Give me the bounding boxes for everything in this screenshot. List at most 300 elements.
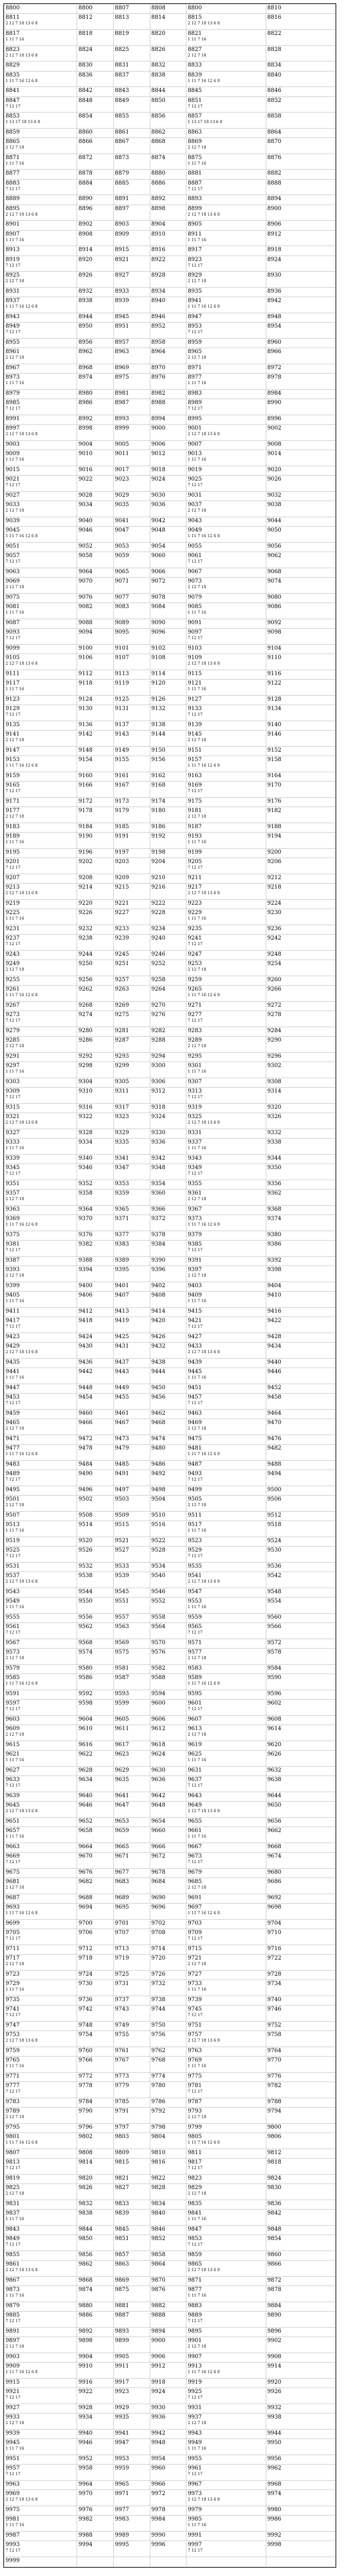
cell-number: 9690 bbox=[151, 1894, 166, 1901]
table-cell bbox=[150, 2261, 186, 2277]
table-cell bbox=[266, 1853, 335, 1869]
cell-number: 9861 bbox=[6, 2261, 20, 2268]
table-row bbox=[4, 1307, 336, 1317]
cell-number: 9091 bbox=[188, 619, 202, 626]
cell-number: 8912 bbox=[267, 231, 282, 237]
table-cell bbox=[114, 195, 150, 205]
table-cell bbox=[77, 1741, 114, 1750]
cell-number: 8881 bbox=[188, 170, 202, 177]
table-cell bbox=[186, 552, 266, 568]
cell-number: 9186 bbox=[151, 823, 166, 830]
table-cell bbox=[114, 593, 150, 603]
cell-number: 9774 bbox=[151, 2073, 166, 2079]
table-cell bbox=[114, 2312, 150, 2328]
cell-number: 9744 bbox=[151, 2006, 166, 2013]
table-cell bbox=[266, 1256, 335, 1266]
table-cell bbox=[150, 1027, 186, 1036]
cell-note: 1 11 7 16 12 6 8 bbox=[6, 993, 38, 998]
cell-note: 1 11 7 16 bbox=[188, 2217, 206, 2222]
cell-number: 9256 bbox=[78, 976, 93, 983]
cell-number: 9530 bbox=[267, 1547, 282, 1554]
cell-note: 7 12 17 bbox=[6, 1630, 21, 1635]
table-row bbox=[4, 491, 336, 501]
cell-number: 9319 bbox=[188, 1104, 202, 1110]
cell-number: 9556 bbox=[78, 1614, 93, 1620]
cell-number: 9884 bbox=[267, 2302, 282, 2309]
cell-number: 9463 bbox=[188, 1410, 202, 1416]
cell-number: 9485 bbox=[115, 1461, 129, 1467]
table-cell bbox=[114, 1853, 150, 1869]
table-cell bbox=[150, 2388, 186, 2404]
table-row bbox=[4, 976, 336, 985]
cell-number: 9286 bbox=[78, 1037, 93, 1044]
table-cell bbox=[77, 195, 114, 205]
cell-number: 9278 bbox=[267, 1012, 282, 1018]
table-cell bbox=[186, 1078, 266, 1087]
table-cell bbox=[186, 1470, 266, 1486]
cell-number: 9789 bbox=[6, 2108, 20, 2115]
table-row bbox=[4, 256, 336, 272]
table-cell bbox=[114, 2363, 150, 2379]
table-cell bbox=[77, 552, 114, 568]
table-cell bbox=[186, 1409, 266, 1419]
table-cell bbox=[150, 415, 186, 424]
table-cell bbox=[4, 2276, 77, 2286]
table-row bbox=[4, 746, 336, 756]
table-cell bbox=[4, 2072, 77, 2082]
cell-number: 8871 bbox=[6, 154, 20, 161]
table-cell bbox=[186, 272, 266, 288]
cell-number: 9065 bbox=[115, 568, 129, 575]
cell-note: 2 12 7 18 13 6 8 bbox=[188, 432, 220, 437]
cell-number: 9820 bbox=[78, 2175, 93, 2181]
cell-number: 9846 bbox=[151, 2226, 166, 2232]
cell-number: 9984 bbox=[151, 2516, 166, 2523]
cell-number: 9979 bbox=[188, 2506, 202, 2513]
table-row bbox=[4, 1690, 336, 1699]
table-cell bbox=[266, 1164, 335, 1180]
cell-number: 9920 bbox=[267, 2379, 282, 2385]
table-cell bbox=[114, 71, 150, 87]
cell-number: 9787 bbox=[188, 2098, 202, 2105]
cell-number: 8917 bbox=[188, 247, 202, 253]
cell-note: 2 12 7 18 bbox=[6, 1732, 24, 1737]
table-cell bbox=[4, 348, 77, 364]
table-cell bbox=[77, 323, 114, 339]
table-cell bbox=[114, 874, 150, 883]
table-cell bbox=[114, 2031, 150, 2047]
cell-number: 9918 bbox=[151, 2379, 166, 2385]
cell-number: 9045 bbox=[6, 527, 20, 534]
cell-note: 2 12 7 18 bbox=[188, 508, 206, 513]
table-cell bbox=[186, 1139, 266, 1155]
table-cell bbox=[266, 71, 335, 87]
table-cell bbox=[114, 1180, 150, 1189]
cell-number: 9124 bbox=[78, 696, 93, 702]
cell-note: 7 12 17 bbox=[188, 1554, 203, 1559]
table-cell bbox=[266, 1674, 335, 1690]
cell-number: 9464 bbox=[267, 1410, 282, 1416]
table-cell bbox=[150, 1384, 186, 1393]
table-cell bbox=[114, 568, 150, 577]
table-cell bbox=[186, 1333, 266, 1342]
table-cell bbox=[77, 2302, 114, 2311]
table-cell bbox=[266, 1715, 335, 1725]
cell-number: 9763 bbox=[188, 2047, 202, 2054]
table-cell bbox=[4, 128, 77, 137]
table-cell bbox=[77, 389, 114, 399]
table-cell bbox=[150, 1521, 186, 1537]
cell-note: 1 11 7 16 12 6 8 bbox=[6, 304, 38, 309]
cell-number: 8926 bbox=[78, 272, 93, 279]
cell-number: 8836 bbox=[78, 72, 93, 78]
table-cell bbox=[266, 858, 335, 874]
cell-number: 9802 bbox=[78, 2134, 93, 2140]
table-cell bbox=[150, 1776, 186, 1792]
table-cell bbox=[266, 364, 335, 373]
cell-number: 9904 bbox=[78, 2353, 93, 2360]
cell-number: 9667 bbox=[188, 1843, 202, 1850]
table-row bbox=[4, 1435, 336, 1444]
table-row bbox=[4, 2404, 336, 2413]
table-cell bbox=[186, 1394, 266, 1410]
table-cell bbox=[4, 1358, 77, 1368]
table-cell bbox=[150, 874, 186, 883]
cell-note: 2 12 7 18 bbox=[188, 738, 206, 743]
table-cell bbox=[114, 2235, 150, 2251]
table-cell bbox=[77, 205, 114, 221]
cell-number: 9550 bbox=[78, 1598, 93, 1605]
cell-note: 7 12 17 bbox=[6, 2166, 21, 2171]
table-cell bbox=[77, 1445, 114, 1461]
table-cell bbox=[186, 705, 266, 721]
table-cell bbox=[77, 1970, 114, 1980]
cell-number: 9115 bbox=[188, 670, 202, 677]
cell-number: 9589 bbox=[188, 1675, 202, 1681]
cell-number: 9502 bbox=[78, 1496, 93, 1503]
cell-number: 9076 bbox=[78, 594, 93, 600]
cell-number: 9844 bbox=[78, 2226, 93, 2232]
table-cell bbox=[150, 2235, 186, 2251]
table-cell bbox=[186, 170, 266, 179]
table-row bbox=[4, 30, 336, 46]
table-cell bbox=[77, 2006, 114, 2022]
cell-number: 9745 bbox=[188, 2006, 202, 2013]
cell-number: 9657 bbox=[6, 1828, 20, 1834]
cell-number: 9100 bbox=[78, 645, 93, 651]
cell-number: 9066 bbox=[151, 568, 166, 575]
cell-number: 9305 bbox=[115, 1078, 129, 1085]
cell-number: 9357 bbox=[6, 1190, 20, 1197]
table-cell bbox=[186, 246, 266, 256]
cell-note: 2 12 7 18 13 6 8 bbox=[188, 891, 220, 896]
table-cell bbox=[77, 2251, 114, 2260]
cell-number: 9198 bbox=[151, 849, 166, 855]
table-cell bbox=[114, 670, 150, 679]
table-cell bbox=[186, 1919, 266, 1929]
cell-note: 1 11 7 16 bbox=[188, 457, 206, 462]
table-cell bbox=[4, 1078, 77, 1087]
table-cell bbox=[4, 2480, 77, 2490]
table-cell bbox=[186, 287, 266, 297]
cell-number: 9006 bbox=[151, 441, 166, 447]
table-cell bbox=[150, 976, 186, 985]
cell-number: 9858 bbox=[151, 2251, 166, 2258]
table-cell bbox=[4, 772, 77, 781]
cell-number: 8892 bbox=[151, 196, 166, 202]
table-cell bbox=[4, 221, 77, 230]
cell-number: 9639 bbox=[6, 1792, 20, 1799]
table-cell bbox=[77, 1001, 114, 1011]
table-cell bbox=[186, 2353, 266, 2362]
table-cell bbox=[266, 1037, 335, 1053]
table-cell bbox=[114, 1598, 150, 1614]
cell-note: 7 12 17 bbox=[188, 186, 203, 191]
cell-note: 1 11 7 16 12 6 8 bbox=[6, 1222, 38, 1227]
cell-number: 9138 bbox=[151, 721, 166, 728]
table-cell bbox=[114, 1792, 150, 1801]
cell-number: 8800 bbox=[6, 5, 20, 11]
table-cell bbox=[266, 1088, 335, 1104]
cell-number: 9403 bbox=[188, 1282, 202, 1289]
table-cell bbox=[77, 2455, 114, 2464]
table-row bbox=[4, 2531, 336, 2541]
table-cell bbox=[186, 4, 266, 14]
table-cell bbox=[186, 1878, 266, 1894]
table-cell bbox=[4, 2159, 77, 2175]
table-cell bbox=[77, 1894, 114, 1903]
table-cell bbox=[77, 1027, 114, 1036]
table-row bbox=[4, 2516, 336, 2532]
table-cell bbox=[114, 1266, 150, 1282]
cell-number: 9829 bbox=[188, 2185, 202, 2191]
cell-number: 9074 bbox=[267, 578, 282, 585]
table-cell bbox=[266, 823, 335, 832]
cell-number: 9659 bbox=[115, 1828, 129, 1834]
cell-note: 1 11 7 16 bbox=[188, 1834, 206, 1839]
cell-number: 8832 bbox=[151, 62, 166, 69]
cell-number: 9583 bbox=[188, 1665, 202, 1671]
table-cell bbox=[4, 1103, 77, 1113]
cell-number: 9104 bbox=[267, 645, 282, 651]
table-cell bbox=[266, 603, 335, 619]
cell-note: 1 11 7 16 12 6 8 bbox=[188, 304, 220, 309]
table-cell bbox=[4, 1955, 77, 1971]
number-table bbox=[4, 4, 336, 2567]
table-cell bbox=[77, 1088, 114, 1104]
cell-number: 9300 bbox=[151, 1063, 166, 1069]
table-cell bbox=[150, 1256, 186, 1266]
table-cell bbox=[77, 1307, 114, 1317]
table-cell bbox=[186, 1955, 266, 1971]
table-cell bbox=[77, 256, 114, 272]
table-cell bbox=[266, 1368, 335, 1384]
cell-number: 9692 bbox=[267, 1894, 282, 1901]
cell-number: 9945 bbox=[6, 2440, 20, 2446]
cell-number: 8914 bbox=[78, 247, 93, 253]
cell-number: 9187 bbox=[188, 823, 202, 830]
cell-number: 9041 bbox=[115, 517, 129, 524]
cell-number: 9798 bbox=[151, 2124, 166, 2130]
table-cell bbox=[266, 323, 335, 339]
cell-number: 9333 bbox=[6, 1139, 20, 1146]
table-cell bbox=[150, 1164, 186, 1180]
table-cell bbox=[114, 527, 150, 543]
cell-number: 9706 bbox=[78, 1930, 93, 1936]
cell-number: 9417 bbox=[6, 1318, 20, 1324]
table-row bbox=[4, 1027, 336, 1036]
table-cell bbox=[150, 858, 186, 874]
table-cell bbox=[4, 205, 77, 221]
cell-number: 9158 bbox=[267, 757, 282, 763]
cell-number: 9384 bbox=[151, 1241, 166, 1248]
cell-number: 9211 bbox=[188, 874, 202, 881]
cell-number: 9015 bbox=[6, 466, 20, 473]
cell-number: 9817 bbox=[188, 2159, 202, 2166]
table-cell bbox=[114, 2480, 150, 2490]
cell-number: 9972 bbox=[151, 2491, 166, 2497]
table-cell bbox=[266, 221, 335, 230]
table-cell bbox=[4, 1776, 77, 1792]
cell-number: 9996 bbox=[151, 2542, 166, 2548]
table-cell bbox=[77, 1486, 114, 1495]
cell-note: 7 12 17 bbox=[188, 2395, 203, 2400]
cell-number: 9669 bbox=[6, 1853, 20, 1860]
table-cell bbox=[266, 1343, 335, 1359]
table-row bbox=[4, 338, 336, 348]
table-cell bbox=[77, 2057, 114, 2073]
table-cell bbox=[150, 1741, 186, 1750]
table-cell bbox=[150, 1664, 186, 1674]
table-cell bbox=[4, 756, 77, 772]
table-cell bbox=[186, 179, 266, 195]
cell-number: 9197 bbox=[115, 849, 129, 855]
table-cell bbox=[77, 2353, 114, 2362]
cell-number: 9331 bbox=[188, 1129, 202, 1136]
table-cell bbox=[77, 578, 114, 594]
table-cell bbox=[77, 1231, 114, 1240]
cell-number: 8858 bbox=[267, 113, 282, 120]
table-row bbox=[4, 2414, 336, 2430]
cell-number: 9159 bbox=[6, 772, 20, 779]
cell-number: 9650 bbox=[267, 1802, 282, 1809]
cell-number: 9098 bbox=[267, 629, 282, 636]
cell-number: 9200 bbox=[267, 849, 282, 855]
table-cell bbox=[186, 1011, 266, 1027]
table-cell bbox=[4, 96, 77, 113]
table-cell bbox=[77, 2378, 114, 2388]
cell-note: 7 12 17 bbox=[6, 1783, 21, 1788]
table-cell bbox=[150, 1623, 186, 1639]
table-cell bbox=[150, 1409, 186, 1419]
cell-number: 9353 bbox=[115, 1180, 129, 1187]
table-cell bbox=[266, 1001, 335, 1011]
cell-note: 2 12 7 18 13 6 8 bbox=[188, 1579, 220, 1584]
cell-number: 9009 bbox=[6, 451, 20, 457]
table-row bbox=[4, 1470, 336, 1486]
cell-number: 9948 bbox=[151, 2440, 166, 2446]
table-cell bbox=[150, 670, 186, 679]
cell-number: 9157 bbox=[188, 757, 202, 763]
cell-number: 9970 bbox=[78, 2491, 93, 2497]
table-cell bbox=[4, 542, 77, 552]
table-row bbox=[4, 2159, 336, 2175]
cell-number: 9885 bbox=[6, 2312, 20, 2319]
cell-number: 9768 bbox=[151, 2057, 166, 2064]
cell-number: 9373 bbox=[188, 1216, 202, 1222]
cell-note: 2 12 7 18 bbox=[6, 1503, 24, 1508]
cell-number: 9622 bbox=[78, 1751, 93, 1758]
table-cell bbox=[4, 1853, 77, 1869]
cell-number: 9731 bbox=[115, 1981, 129, 1987]
cell-note: 7 12 17 bbox=[188, 2089, 203, 2094]
table-cell bbox=[77, 568, 114, 577]
table-cell bbox=[77, 1496, 114, 1512]
cell-number: 9877 bbox=[188, 2287, 202, 2293]
table-cell bbox=[77, 1343, 114, 1359]
cell-number: 9024 bbox=[151, 476, 166, 483]
table-cell bbox=[186, 603, 266, 619]
table-cell bbox=[266, 389, 335, 399]
cell-number: 9240 bbox=[151, 935, 166, 942]
table-cell bbox=[186, 1715, 266, 1725]
cell-number: 9828 bbox=[151, 2185, 166, 2191]
cell-number: 9841 bbox=[188, 2210, 202, 2217]
table-cell bbox=[4, 552, 77, 568]
table-cell bbox=[77, 2516, 114, 2532]
cell-number: 8961 bbox=[6, 349, 20, 355]
cell-number: 9776 bbox=[267, 2073, 282, 2079]
cell-number: 9771 bbox=[6, 2073, 20, 2079]
table-cell bbox=[150, 782, 186, 798]
cell-number: 8962 bbox=[78, 349, 93, 355]
table-cell bbox=[186, 2404, 266, 2413]
table-cell bbox=[4, 71, 77, 87]
table-row bbox=[4, 517, 336, 526]
table-cell bbox=[4, 297, 77, 313]
table-cell bbox=[186, 1358, 266, 1368]
cell-number: 9454 bbox=[78, 1394, 93, 1401]
cell-number: 9439 bbox=[188, 1359, 202, 1365]
cell-number: 8945 bbox=[115, 313, 129, 320]
cell-number: 9017 bbox=[115, 466, 129, 473]
table-cell bbox=[4, 1037, 77, 1053]
cell-number: 9402 bbox=[151, 1282, 166, 1289]
cell-number: 9405 bbox=[6, 1292, 20, 1299]
table-cell bbox=[266, 2388, 335, 2404]
table-row bbox=[4, 154, 336, 170]
cell-number: 9046 bbox=[78, 527, 93, 534]
table-cell bbox=[77, 1725, 114, 1741]
cell-number: 9670 bbox=[78, 1853, 93, 1860]
cell-number: 9743 bbox=[115, 2006, 129, 2013]
cell-number: 9901 bbox=[188, 2338, 202, 2344]
cell-note: 2 12 7 18 bbox=[6, 1426, 24, 1431]
cell-number: 8930 bbox=[267, 272, 282, 279]
table-cell bbox=[77, 1776, 114, 1792]
cell-number: 9432 bbox=[151, 1343, 166, 1350]
table-cell bbox=[77, 287, 114, 297]
table-cell bbox=[266, 1470, 335, 1486]
table-cell bbox=[4, 389, 77, 399]
table-cell bbox=[186, 154, 266, 170]
table-cell bbox=[150, 425, 186, 441]
cell-number: 9838 bbox=[78, 2210, 93, 2217]
table-cell bbox=[4, 2174, 77, 2184]
cell-number: 9730 bbox=[78, 1981, 93, 1987]
cell-note: 1 11 7 16 bbox=[188, 1146, 206, 1151]
cell-number: 9068 bbox=[267, 568, 282, 575]
